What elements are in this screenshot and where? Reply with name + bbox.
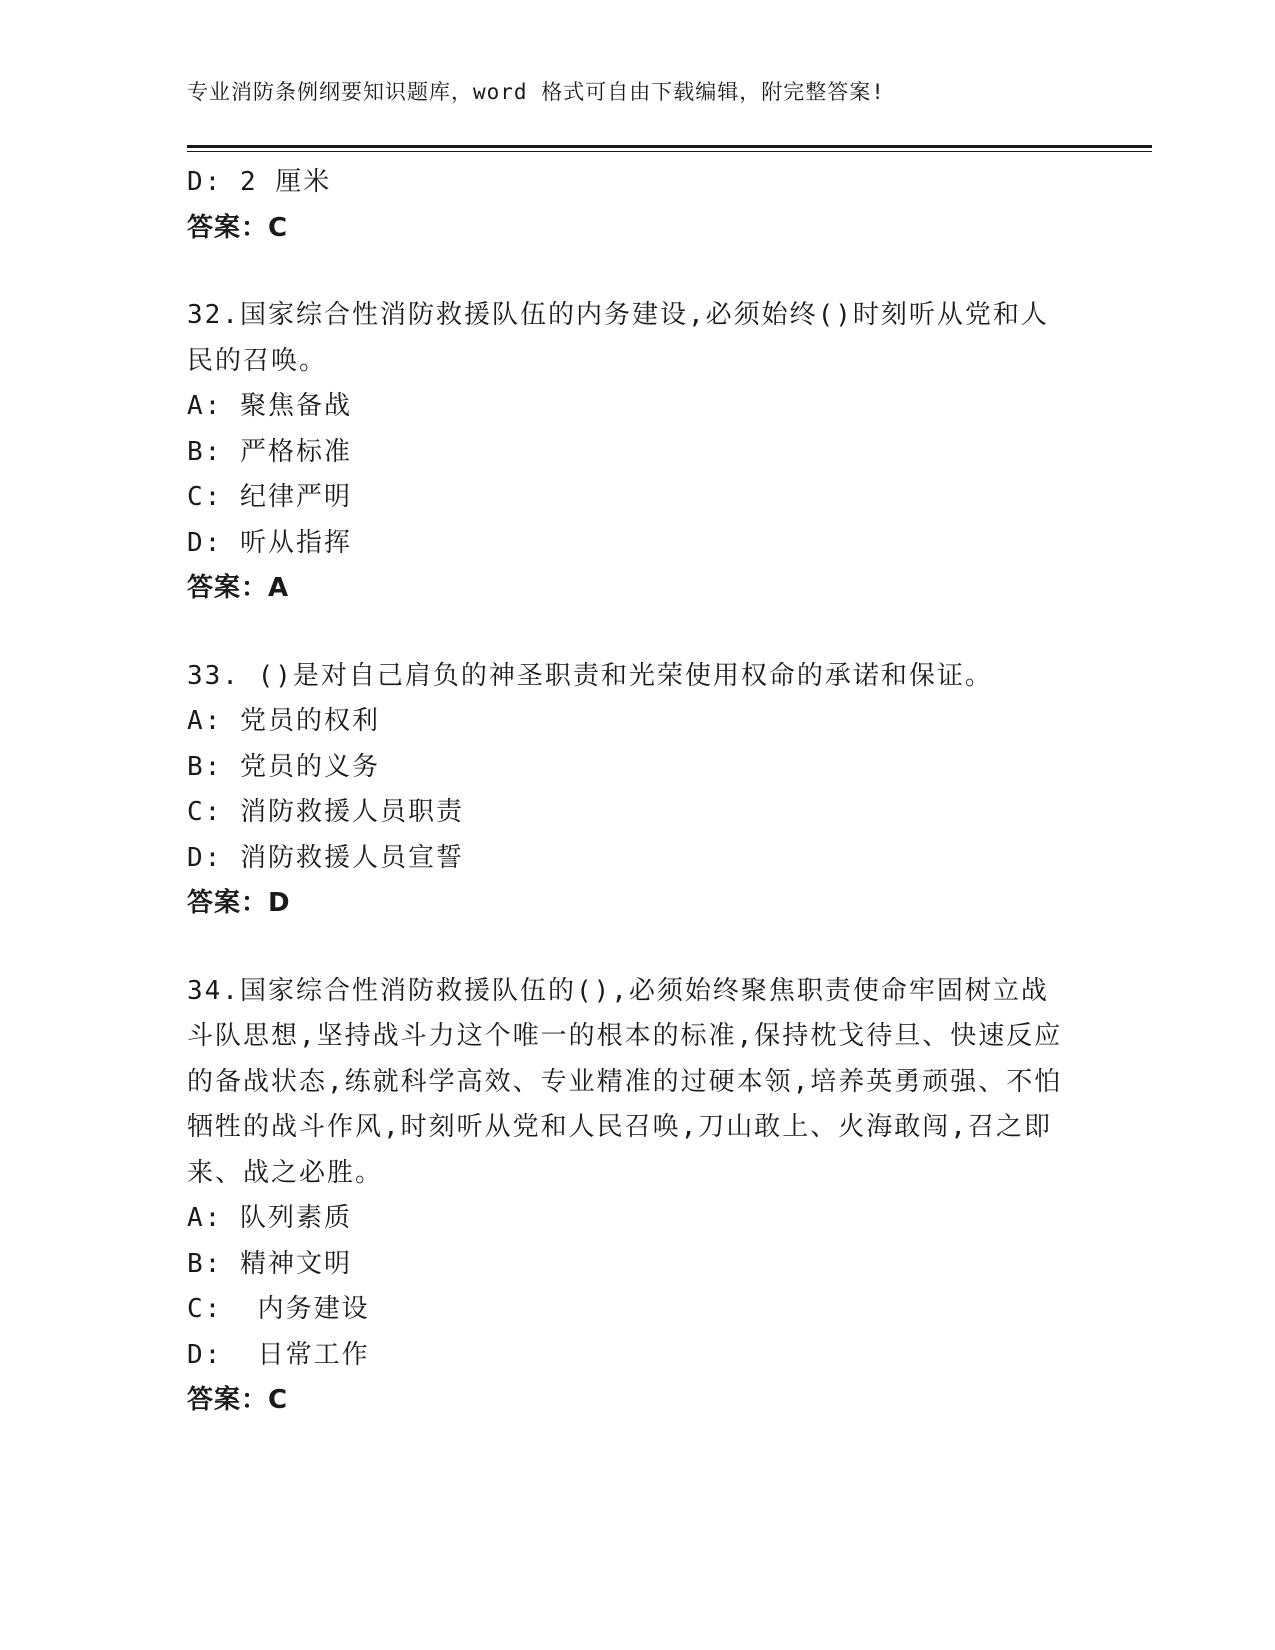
option-c: C: 纪律严明 (187, 482, 352, 512)
answer: 答案：D (187, 888, 291, 918)
option-d: D: 听从指挥 (187, 527, 352, 558)
option-c: C: 内务建设 (187, 1294, 370, 1324)
option-b: B: 精神文明 (187, 1248, 352, 1279)
question-text: 33. ()是对自己肩负的神圣职责和光荣使用权命的承诺和保证。 (187, 660, 993, 691)
prev-option-d: D: 2 厘米 (187, 167, 332, 197)
option-b: B: 党员的义务 (187, 751, 380, 782)
question-text: 32.国家综合性消防救援队伍的内务建设,必须始终()时刻听从党和人民的召唤。 (187, 300, 1049, 376)
prev-answer: 答案：C (187, 212, 289, 243)
question-32 (187, 293, 1067, 612)
page-header: 专业消防条例纲要知识题库，word 格式可自由下载编辑，附完整答案! (187, 80, 885, 104)
option-d: D: 消防救援人员宣誓 (187, 842, 464, 873)
question-text: 34.国家综合性消防救援队伍的(),必须始终聚焦职责使命牢固树立战斗队思想,坚持战斗力这个唯一的根本的标准,保持枕戈待旦、快速反应的备战状态,练就科学高效、专业精准的过硬本领,培养英勇顽强、不怕牺牲的战斗作风,时刻听从党和人民召唤,刀山敢上、火海敢闯,召之即来、战之必胜。 (187, 975, 1063, 1188)
header-divider-thin (187, 151, 1152, 152)
option-b: B: 严格标准 (187, 436, 352, 467)
spacer (187, 251, 1067, 293)
option-a: A: 聚焦备战 (187, 391, 352, 421)
spacer (187, 612, 1067, 654)
document-body (187, 160, 1067, 1424)
answer: 答案：A (187, 573, 290, 603)
question-33 (187, 654, 1067, 927)
spacer (187, 927, 1067, 969)
option-a: A: 党员的权利 (187, 706, 380, 736)
option-d: D: 日常工作 (187, 1339, 370, 1370)
header-divider-thick (187, 145, 1152, 148)
answer: 答案：C (187, 1385, 289, 1415)
question-34 (187, 969, 1067, 1424)
option-c: C: 消防救援人员职责 (187, 797, 464, 827)
option-a: A: 队列素质 (187, 1203, 352, 1233)
